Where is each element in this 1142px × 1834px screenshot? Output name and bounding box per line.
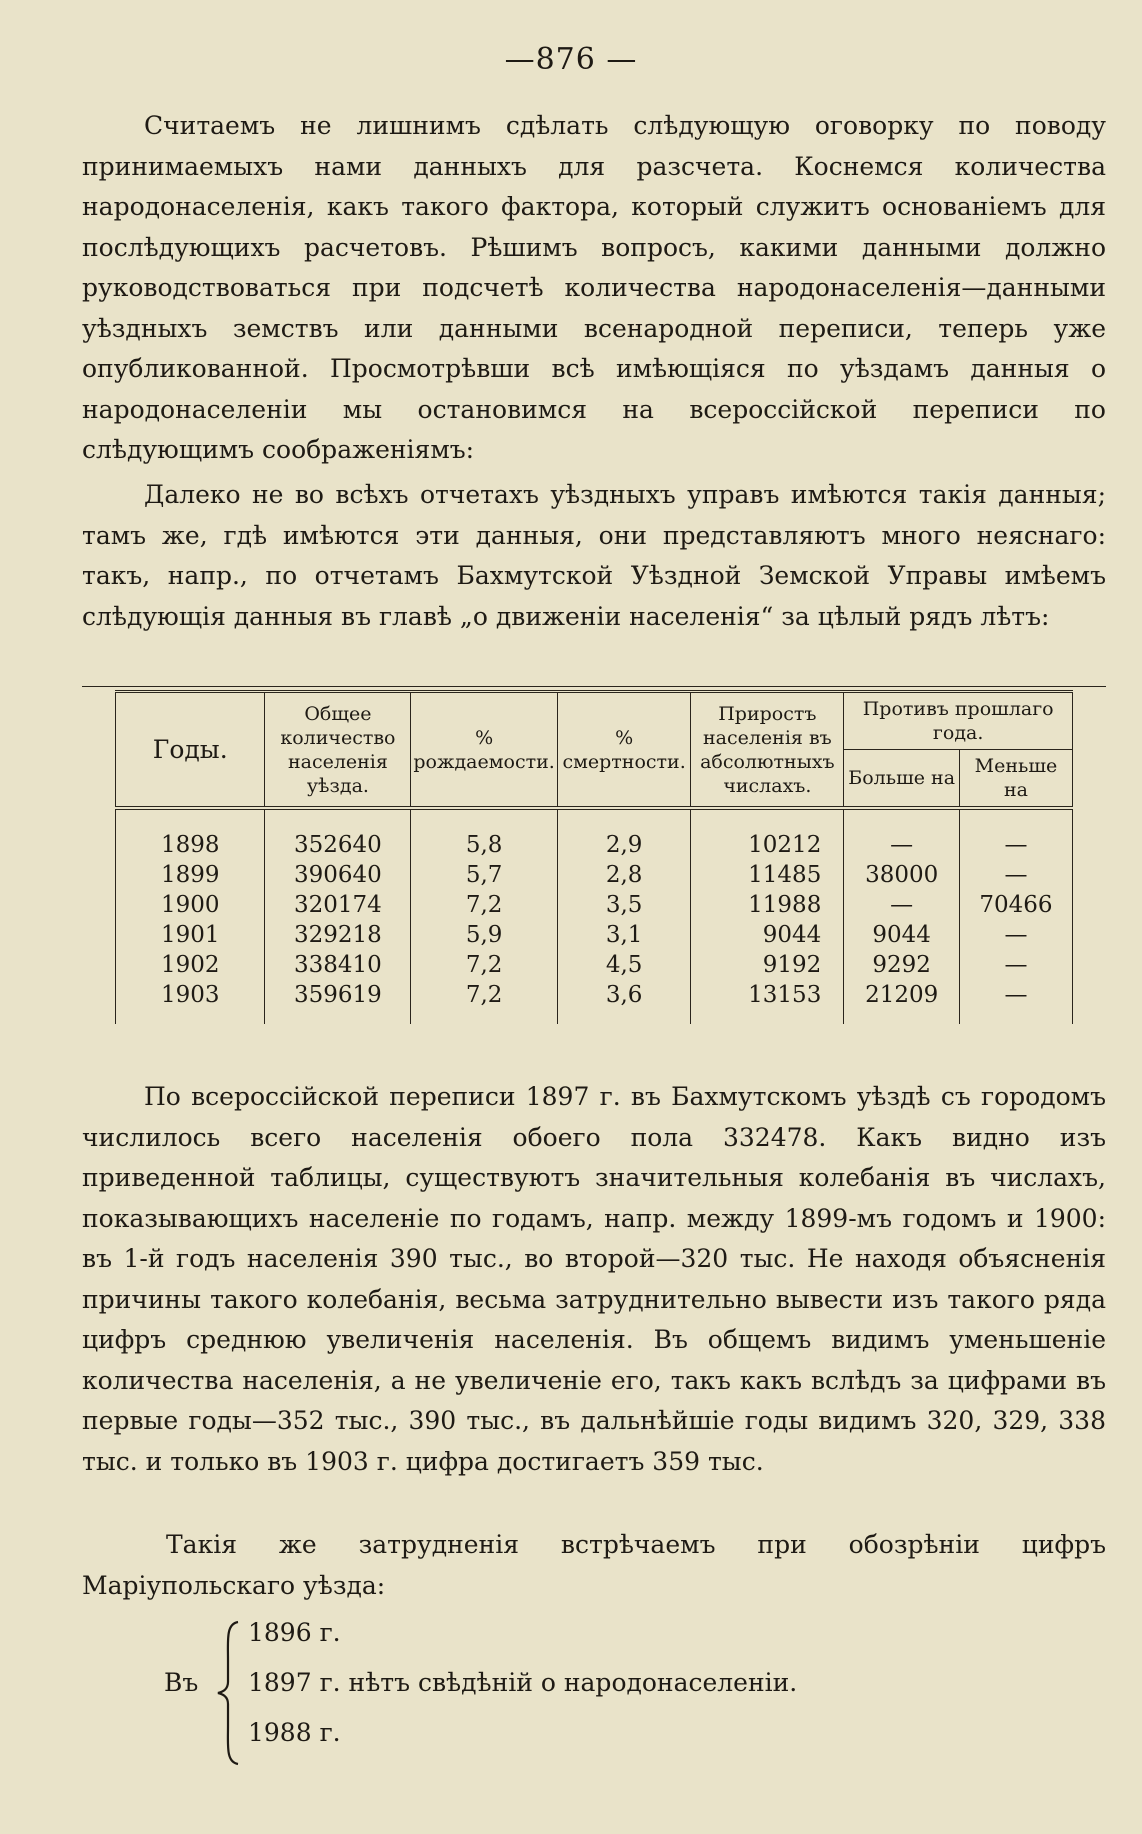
cell-less: — — [959, 860, 1072, 890]
brace-prefix: Въ — [164, 1668, 199, 1697]
cell-less: 70466 — [959, 890, 1072, 920]
header-birth-rate: % рождаемости. — [411, 692, 557, 809]
population-table — [115, 690, 1073, 1024]
cell-year: 1899 — [116, 860, 265, 890]
cell-total: 338410 — [265, 950, 411, 980]
cell-death-rate: 2,8 — [557, 860, 691, 890]
cell-death-rate: 4,5 — [557, 950, 691, 980]
cell-death-rate: 3,6 — [557, 980, 691, 1024]
cell-year: 1898 — [116, 808, 265, 860]
cell-more: 38000 — [844, 860, 960, 890]
cell-more: — — [844, 808, 960, 860]
table-row — [116, 950, 1073, 980]
cell-death-rate: 3,5 — [557, 890, 691, 920]
cell-death-rate: 2,9 — [557, 808, 691, 860]
cell-total: 320174 — [265, 890, 411, 920]
cell-growth: 13153 — [691, 980, 844, 1024]
table-row — [116, 808, 1073, 860]
header-less: Меньше на — [959, 750, 1072, 809]
table-row — [116, 920, 1073, 950]
cell-growth: 10212 — [691, 808, 844, 860]
cell-birth-rate: 7,2 — [411, 890, 557, 920]
header-total: Общее количество населенія уѣзда. — [265, 692, 411, 809]
brace-line-1988: 1988 г. — [248, 1718, 341, 1747]
header-death-rate: % смертности. — [557, 692, 691, 809]
cell-year: 1903 — [116, 980, 265, 1024]
brace-line-1896: 1896 г. — [248, 1618, 341, 1647]
curly-brace-icon — [216, 1620, 242, 1766]
cell-growth: 9044 — [691, 920, 844, 950]
cell-growth: 11485 — [691, 860, 844, 890]
cell-birth-rate: 5,8 — [411, 808, 557, 860]
cell-growth: 11988 — [691, 890, 844, 920]
paragraph-reports: Далеко не во всѣхъ отчетахъ уѣздныхъ управъ имѣются такія данныя; тамъ же, гдѣ имѣются эти данныя, они представляютъ много неяснаго: такъ, напр., по отчетамъ Бахмутской Уѣздной Земской Управы имѣемъ слѣдующія данныя въ главѣ „о движеніи населенія“ за цѣлый рядъ лѣтъ: — [82, 480, 1106, 631]
table-body — [116, 808, 1073, 1024]
cell-less: — — [959, 950, 1072, 980]
table-row — [116, 860, 1073, 890]
cell-birth-rate: 7,2 — [411, 980, 557, 1024]
cell-less: — — [959, 808, 1072, 860]
header-more: Больше на — [844, 750, 960, 809]
cell-year: 1901 — [116, 920, 265, 950]
table-row — [116, 890, 1073, 920]
cell-more: — — [844, 890, 960, 920]
cell-birth-rate: 7,2 — [411, 950, 557, 980]
cell-total: 329218 — [265, 920, 411, 950]
paragraph-mariupol: Такія же затрудненія встрѣчаемъ при обозрѣніи цифръ Маріупольскаго уѣзда: — [82, 1530, 1106, 1600]
cell-year: 1900 — [116, 890, 265, 920]
cell-more: 9292 — [844, 950, 960, 980]
brace-line-1897: 1897 г. нѣтъ свѣдѣній о народонаселеніи. — [248, 1668, 798, 1697]
paragraph-intro: Считаемъ не лишнимъ сдѣлать слѣдующую оговорку по поводу принимаемыхъ нами данныхъ для разсчета. Коснемся количества народонаселенія, какъ такого фактора, который служитъ основаніемъ для послѣдующихъ расчетовъ. Рѣшимъ вопросъ, какими данными должно руководствоваться при подсчетѣ количества народонаселенія—данными уѣздныхъ земствъ или данными всенародной переписи, теперь уже опубликованной. Просмотрѣвши всѣ имѣющіяся по уѣздамъ данныя о народонаселеніи мы остановимся на всероссійской переписи по слѣдующимъ соображеніямъ: — [82, 111, 1106, 464]
header-years: Годы. — [116, 692, 265, 809]
cell-year: 1902 — [116, 950, 265, 980]
cell-total: 352640 — [265, 808, 411, 860]
cell-more: 21209 — [844, 980, 960, 1024]
table-header-row — [116, 692, 1073, 750]
cell-less: — — [959, 980, 1072, 1024]
cell-total: 390640 — [265, 860, 411, 890]
cell-birth-rate: 5,9 — [411, 920, 557, 950]
cell-growth: 9192 — [691, 950, 844, 980]
cell-less: — — [959, 920, 1072, 950]
header-growth: Приростъ населенія въ абсолютныхъ числахъ. — [691, 692, 844, 809]
table-top-rule — [82, 686, 1106, 687]
cell-death-rate: 3,1 — [557, 920, 691, 950]
header-vs-previous-year: Противъ прошлаго года. — [844, 692, 1073, 750]
cell-more: 9044 — [844, 920, 960, 950]
cell-birth-rate: 5,7 — [411, 860, 557, 890]
paragraph-census: По всероссійской переписи 1897 г. въ Бахмутскомъ уѣздѣ съ городомъ числилось всего населенія обоего пола 332478. Какъ видно изъ приведенной таблицы, существуютъ значительныя колебанія въ числахъ, показывающихъ населеніе по годамъ, напр. между 1899-мъ годомъ и 1900: въ 1-й годъ населенія 390 тыс., во второй—320 тыс. Не находя объясненія причины такого колебанія, весьма затруднительно вывести изъ такого ряда цифръ среднюю увеличенія населенія. Въ общемъ видимъ уменьшеніе количества населенія, а не увеличеніе его, такъ какъ вслѣдъ за цифрами въ первые годы—352 тыс., 390 тыс., въ дальнѣйшіе годы видимъ 320, 329, 338 тыс. и только въ 1903 г. цифра достигаетъ 359 тыс. — [82, 1082, 1106, 1476]
cell-total: 359619 — [265, 980, 411, 1024]
page-number: —876 — — [504, 42, 638, 77]
table-row — [116, 980, 1073, 1024]
